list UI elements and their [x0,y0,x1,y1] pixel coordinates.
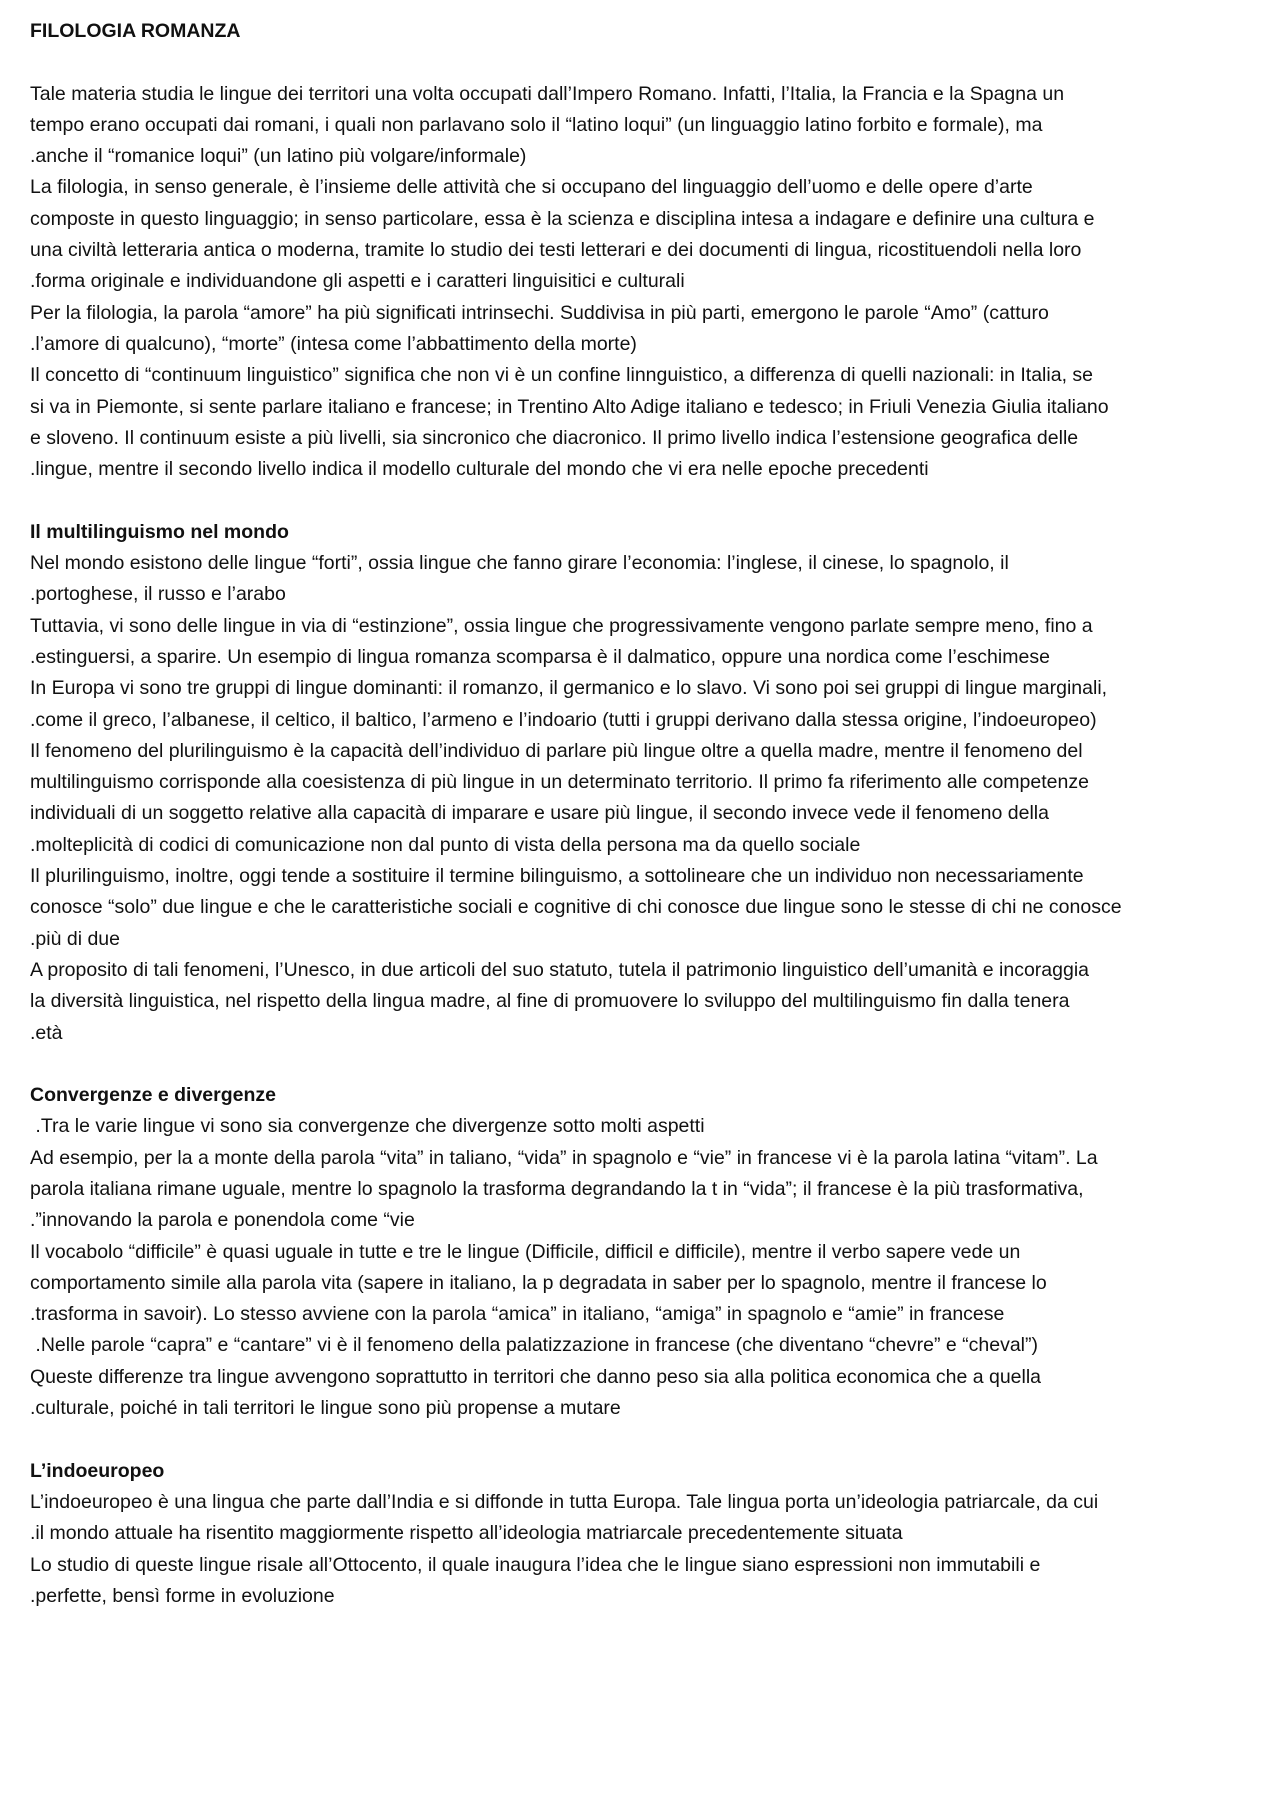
section-multilinguismo [30,517,1250,1049]
text-line: individuali di un soggetto relative alla capacità di imparare e usare più lingue, il secondo invece vede il fenomeno della [30,802,1049,825]
text-line: .lingue, mentre il secondo livello indica il modello culturale del mondo che vi era nelle epoche precedenti [30,458,929,481]
intro-section [30,79,1250,486]
text-line: composte in questo linguaggio; in senso particolare, essa è la scienza e disciplina intesa a indagare e definire una cultura e [30,207,1095,230]
section-heading: L’indoeuropeo [30,1459,165,1482]
text-line: L’indoeuropeo è una lingua che parte dall’India e si diffonde in tutta Europa. Tale lingua porta un’ideologia patriarcale, da cui [30,1490,1099,1513]
text-line: Nel mondo esistono delle lingue “forti”, ossia lingue che fanno girare l’economia: l’inglese, il cinese, lo spagnolo, il [30,552,1009,575]
text-line: Il plurilinguismo, inoltre, oggi tende a sostituire il termine bilinguismo, a sottolineare che un individuo non necessariamente [30,865,1084,888]
text-line: .estinguersi, a sparire. Un esempio di lingua romanza scomparsa è il dalmatico, oppure una nordica come l’eschimese [30,645,1050,668]
section-heading: Il multilinguismo nel mondo [30,520,289,543]
text-line: una civiltà letteraria antica o moderna, tramite lo studio dei testi letterari e dei documenti di lingua, ricostituendoli nella loro [30,239,1082,262]
text-line: tempo erano occupati dai romani, i quali non parlavano solo il “latino loqui” (un linguaggio latino forbito e formale), ma [30,113,1043,136]
text-line: e sloveno. Il continuum esiste a più livelli, sia sincronico che diacronico. Il primo livello indica l’estensione geografica delle [30,426,1079,449]
text-line: Per la filologia, la parola “amore” ha più significati intrinsechi. Suddivisa in più parti, emergono le parole “Amo” (catturo [30,301,1049,324]
page-title: FILOLOGIA ROMANZA [30,20,241,42]
text-line: Tuttavia, vi sono delle lingue in via di “estinzione”, ossia lingue che progressivamente vengono parlate sempre meno, fino a [30,614,1093,637]
text-line: parola italiana rimane uguale, mentre lo spagnolo la trasforma degrandando la t in “vida”; il francese è la più trasformativa, [30,1177,1084,1200]
text-line: .Tra le varie lingue vi sono sia convergenze che divergenze sotto molti aspetti [30,1115,705,1138]
text-line: .portoghese, il russo e l’arabo [30,583,286,606]
text-line: .molteplicità di codici di comunicazione non dal punto di vista della persona ma da quello sociale [30,833,861,856]
text-line: .perfette, bensì forme in evoluzione [30,1584,335,1607]
text-line: la diversità linguistica, nel rispetto della lingua madre, al fine di promuovere lo sviluppo del multilinguismo fin dalla tenera [30,990,1070,1013]
text-line: Lo studio di queste lingue risale all’Ottocento, il quale inaugura l’idea che le lingue siano espressioni non immutabili e [30,1553,1041,1576]
text-line: Tale materia studia le lingue dei territori una volta occupati dall’Impero Romano. Infatti, l’Italia, la Francia e la Spagna un [30,82,1065,105]
text-line: In Europa vi sono tre gruppi di lingue dominanti: il romanzo, il germanico e lo slavo. Vi sono poi sei gruppi di lingue marginali, [30,677,1108,700]
text-line: conosce “solo” due lingue e che le caratteristiche sociali e cognitive di chi conosce due lingue sono le stesse di chi ne conosce [30,896,1122,919]
text-line: .culturale, poiché in tali territori le lingue sono più propense a mutare [30,1397,621,1420]
text-line: Il concetto di “continuum linguistico” significa che non vi è un confine linnguistico, a differenza di quelli nazionali: in Italia, se [30,364,1093,387]
text-line: La filologia, in senso generale, è l’insieme delle attività che si occupano del linguaggio dell’uomo e delle opere d’arte [30,176,1033,199]
text-line: .Nelle parole “capra” e “cantare” vi è il fenomeno della palatizzazione in francese (che diventano “chevre” e “cheval”) [30,1334,1039,1357]
text-line: .trasforma in savoir). Lo stesso avviene con la parola “amica” in italiano, “amiga” in spagnolo e “amie” in francese [30,1303,1005,1326]
text-line: .anche il “romanice loqui” (un latino più volgare/informale) [30,145,527,168]
text-line: .”innovando la parola e ponendola come “vie [30,1209,415,1232]
document-page [30,16,1250,1612]
text-line: .l’amore di qualcuno), “morte” (intesa come l’abbattimento della morte) [30,332,637,355]
text-line: multilinguismo corrisponde alla coesistenza di più lingue in un determinato territorio. Il primo fa riferimento alle competenze [30,771,1089,794]
text-line: Il vocabolo “difficile” è quasi uguale in tutte e tre le lingue (Difficile, difficil e difficile), mentre il verbo sapere vede un [30,1240,1021,1263]
text-line: .il mondo attuale ha risentito maggiormente rispetto all’ideologia matriarcale precedentemente situata [30,1522,903,1545]
text-line: .come il greco, l’albanese, il celtico, il baltico, l’armeno e l’indoario (tutti i gruppi derivano dalla stessa origine, l’indoeuropeo) [30,708,1097,731]
text-line: Ad esempio, per la a monte della parola “vita” in taliano, “vida” in spagnolo e “vie” in francese vi è la parola latina “vitam”. La [30,1146,1098,1169]
spacer [30,1049,1250,1080]
text-line: si va in Piemonte, si sente parlare italiano e francese; in Trentino Alto Adige italiano e tedesco; in Friuli Venezia Giulia italiano [30,395,1109,418]
spacer [30,1424,1250,1455]
spacer [30,485,1250,516]
text-line: comportamento simile alla parola vita (sapere in italiano, la p degradata in saber per lo spagnolo, mentre il francese lo [30,1271,1047,1294]
section-convergenze [30,1080,1250,1424]
section-heading: Convergenze e divergenze [30,1084,276,1107]
text-line: .più di due [30,927,120,950]
text-line: A proposito di tali fenomeni, l’Unesco, in due articoli del suo statuto, tutela il patrimonio linguistico dell’umanità e incoraggia [30,958,1090,981]
section-indoeuropeo [30,1456,1250,1612]
spacer [30,47,1250,78]
text-line: Queste differenze tra lingue avvengono soprattutto in territori che danno peso sia alla politica economica che a quella [30,1365,1042,1388]
text-line: Il fenomeno del plurilinguismo è la capacità dell’individuo di parlare più lingue oltre a quella madre, mentre il fenomeno del [30,739,1083,762]
text-line: .età [30,1021,63,1044]
text-line: .forma originale e individuandone gli aspetti e i caratteri linguisitici e culturali [30,270,685,293]
